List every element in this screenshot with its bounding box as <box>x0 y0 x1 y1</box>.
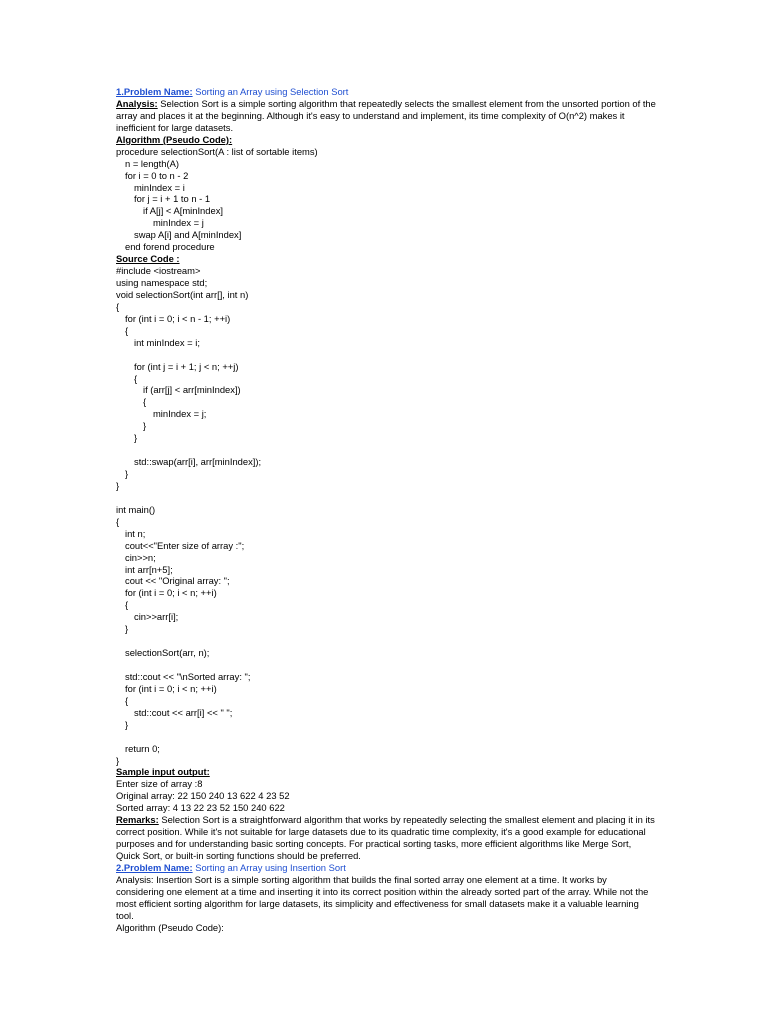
code-line: cin>>arr[i]; <box>134 611 179 623</box>
code-line: if (arr[j] < arr[minIndex]) <box>143 384 241 396</box>
code-line: void selectionSort(int arr[], int n) <box>116 288 249 300</box>
pseudo-line: procedure selectionSort(A : list of sortable items) <box>116 145 318 157</box>
blank-line <box>116 731 656 743</box>
pseudo-line: if A[j] < A[minIndex] <box>143 205 223 217</box>
problem-2-algorithm-label: Algorithm (Pseudo Code): <box>116 921 224 933</box>
code-line: { <box>143 396 147 408</box>
code-line: cout<<"Enter size of array :"; <box>125 539 245 551</box>
code-line: #include <iostream> <box>116 265 201 277</box>
code-line: return 0; <box>125 742 160 754</box>
blank-line <box>116 492 656 504</box>
problem-1-remarks <box>116 814 656 862</box>
algorithm-label: Algorithm (Pseudo Code): <box>116 133 233 145</box>
blank-line <box>116 444 656 456</box>
pseudo-line: n = length(A) <box>125 157 179 169</box>
code-line: } <box>125 718 129 730</box>
code-line: std::cout << "\nSorted array: "; <box>125 670 251 682</box>
blank-line <box>116 635 656 647</box>
code-line: int arr[n+5]; <box>125 563 173 575</box>
code-line: for (int i = 0; i < n - 1; ++i) <box>125 312 231 324</box>
code-line: } <box>125 623 129 635</box>
code-line: { <box>125 694 129 706</box>
code-line: std::cout << arr[i] << " "; <box>134 706 233 718</box>
sample-io-block <box>116 778 656 814</box>
code-line: } <box>116 754 120 766</box>
code-line: int main() <box>116 503 156 515</box>
sample-line: Enter size of array :8 <box>116 778 203 790</box>
code-line: selectionSort(arr, n); <box>125 647 210 659</box>
code-line: { <box>125 324 129 336</box>
code-line: minIndex = j; <box>153 408 207 420</box>
code-line: for (int j = i + 1; j < n; ++j) <box>134 360 239 372</box>
code-line: { <box>134 372 138 384</box>
pseudo-line: for j = i + 1 to n - 1 <box>134 193 211 205</box>
problem-2-heading <box>116 862 656 874</box>
code-line: using namespace std; <box>116 277 208 289</box>
code-line: } <box>143 420 147 432</box>
code-line: int minIndex = i; <box>134 336 200 348</box>
problem-1-analysis <box>116 98 656 134</box>
remarks-text: Selection Sort is a straightforward algorithm that works by repeatedly selecting the smallest element and placing it in its correct position. While it's not suitable for large datasets due to its quadratic time complexity, it's a good example for educational purposes and for understanding basic sorting concepts. For practical sorting tasks, more efficient algorithms like Merge Sort, Quick Sort, or built-in sorting functions should be preferred. <box>116 814 655 862</box>
pseudo-line: end forend procedure <box>125 241 215 253</box>
code-line: { <box>116 515 120 527</box>
code-line: for (int i = 0; i < n; ++i) <box>125 682 217 694</box>
code-line: } <box>125 468 129 480</box>
code-line: } <box>134 432 138 444</box>
pseudo-line: swap A[i] and A[minIndex] <box>134 229 242 241</box>
document-page <box>116 86 656 934</box>
code-line: std::swap(arr[i], arr[minIndex]); <box>134 456 262 468</box>
sample-line: Original array: 22 150 240 13 622 4 23 52 <box>116 790 290 802</box>
problem-2-number-label: 2.Problem Name: <box>116 862 193 874</box>
pseudo-line: minIndex = j <box>153 217 204 229</box>
problem-1-number-label: 1.Problem Name: <box>116 86 193 97</box>
code-line: } <box>116 479 120 491</box>
code-line: cout << "Original array: "; <box>125 575 230 587</box>
remarks-label: Remarks: <box>116 814 159 826</box>
analysis-text: Selection Sort is a simple sorting algorithm that repeatedly selects the smallest element from the unsorted portion of the array and places it at the beginning. Although it's easy to understand and implement, its time complexity of O(n^2) makes it inefficient for large datasets. <box>116 97 656 133</box>
code-line: for (int i = 0; i < n; ++i) <box>125 587 217 599</box>
problem-2-analysis: Analysis: Insertion Sort is a simple sorting algorithm that builds the final sorted array one element at a time. It works by considering one element at a time and inserting it into its correct position within the already sorted part of the array. While not the most efficient sorting algorithm for large datasets, its simplicity and effectiveness for small datasets make it a valuable learning tool. <box>116 873 649 921</box>
sample-io-label: Sample input output: <box>116 766 210 778</box>
sample-line: Sorted array: 4 13 22 23 52 150 240 622 <box>116 802 285 814</box>
blank-line <box>116 349 656 361</box>
code-line: int n; <box>125 527 146 539</box>
analysis-label: Analysis: <box>116 97 158 109</box>
pseudo-code-block <box>116 146 656 253</box>
pseudo-line: for i = 0 to n - 2 <box>125 169 189 181</box>
source-code-block <box>116 265 656 766</box>
problem-1-name: Sorting an Array using Selection Sort <box>192 86 349 97</box>
blank-line <box>116 659 656 671</box>
source-code-label: Source Code : <box>116 253 180 265</box>
code-line: { <box>125 599 129 611</box>
problem-1-heading <box>116 86 656 98</box>
code-line: { <box>116 300 120 312</box>
code-line: cin>>n; <box>125 551 156 563</box>
problem-2-name: Sorting an Array using Insertion Sort <box>192 862 346 874</box>
pseudo-line: minIndex = i <box>134 181 185 193</box>
